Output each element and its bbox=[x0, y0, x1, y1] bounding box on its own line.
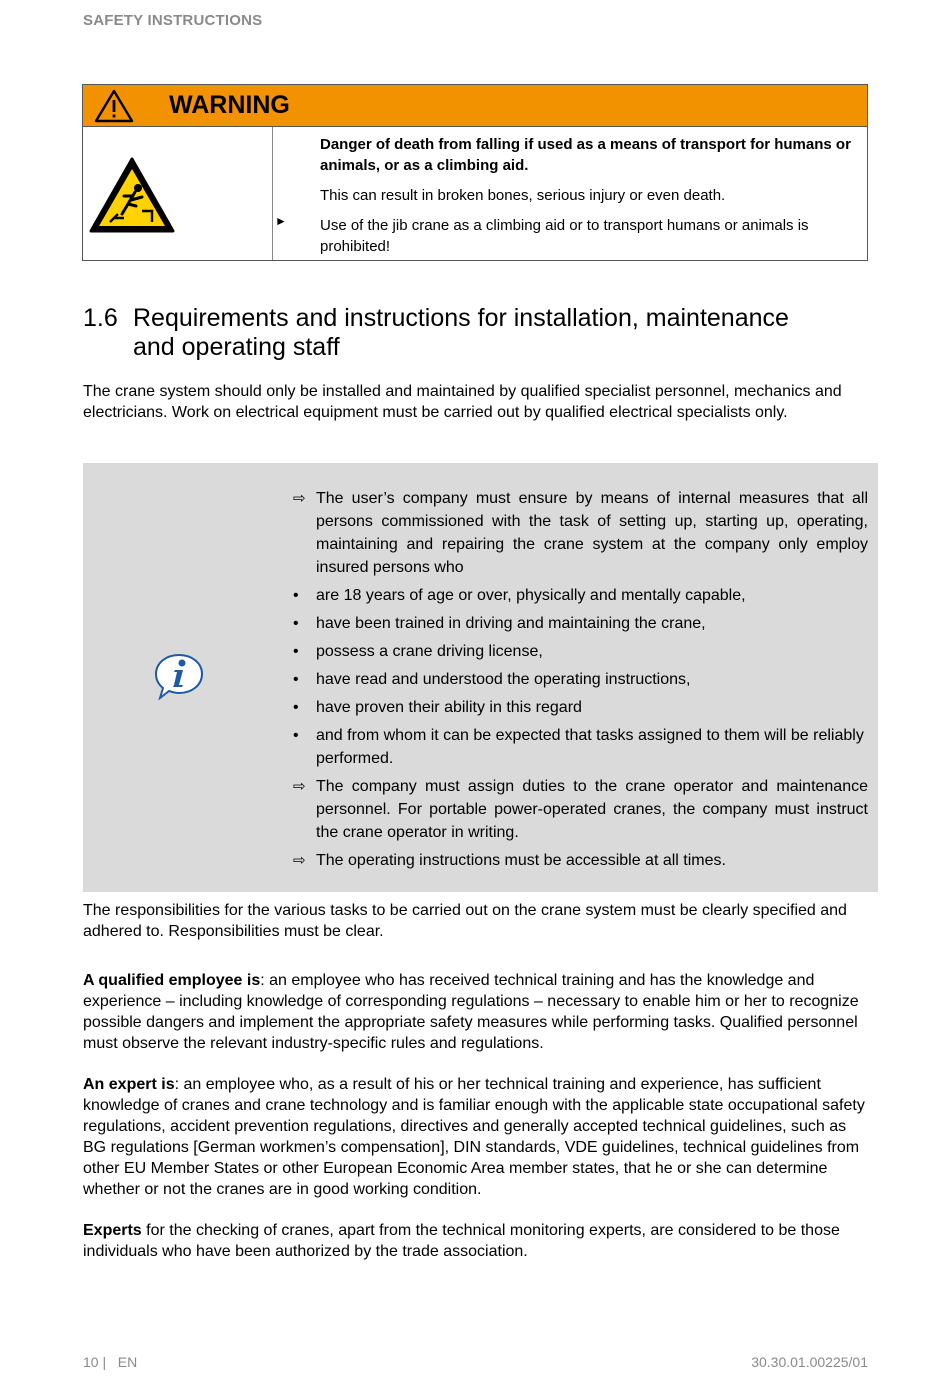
document-number: 30.30.01.00225/01 bbox=[751, 1354, 868, 1370]
list-item bbox=[293, 696, 868, 719]
info-item-text: The operating instructions must be accessible at all times. bbox=[316, 852, 726, 869]
list-item-text: possess a crane driving license, bbox=[316, 643, 543, 660]
info-item-text: The user’s company must ensure by means of internal measures that all persons commissioned with the task of setting up, starting up, operating, maintaining and repairing the crane system at the company only employ insured persons who bbox=[316, 490, 868, 576]
expert-paragraph bbox=[83, 1074, 873, 1200]
warning-heading: WARNING bbox=[169, 91, 290, 119]
language-code: EN bbox=[117, 1354, 138, 1370]
info-content bbox=[293, 487, 868, 877]
info-speech-bubble-icon bbox=[153, 652, 205, 700]
list-item bbox=[293, 612, 868, 635]
footer-page-info bbox=[83, 1354, 137, 1370]
list-item-text: have been trained in driving and maintaining the crane, bbox=[316, 615, 706, 632]
bullet-icon: • bbox=[293, 615, 299, 632]
list-item-text: have proven their ability in this regard bbox=[316, 699, 582, 716]
warning-symbol-cell bbox=[83, 127, 273, 260]
page-number: 10 | bbox=[83, 1354, 107, 1370]
intro-paragraph: The crane system should only be installed and maintained by qualified specialist personnel, mechanics and electricians. Work on electrical equipment must be carried out by qualified electrical specialists only. bbox=[83, 383, 842, 421]
warning-box bbox=[82, 84, 868, 261]
list-item bbox=[293, 724, 868, 770]
list-item bbox=[293, 584, 868, 607]
qualified-term: A qualified employee is bbox=[83, 972, 261, 989]
arrow-right-icon: ⇨ bbox=[293, 490, 306, 507]
warning-danger-title: Danger of death from falling if used as a means of transport for humans or animals, or as a climbing aid. bbox=[320, 136, 851, 174]
responsibilities-paragraph: The responsibilities for the various tasks to be carried out on the crane system must be clearly specified and adhered to. Responsibilities must be clear. bbox=[83, 902, 847, 940]
list-item bbox=[293, 640, 868, 663]
experts-paragraph bbox=[83, 1220, 873, 1262]
warning-text bbox=[320, 134, 860, 266]
qualified-employee-paragraph bbox=[83, 970, 873, 1054]
warning-triangle-icon bbox=[94, 88, 134, 124]
page-header: SAFETY INSTRUCTIONS bbox=[83, 12, 263, 29]
expert-definition: : an employee who, as a result of his or her technical training and experience, has sufficient knowledge of cranes and crane technology and is familiar enough with the applicable state occupational safety regulations, accident prevention regulations, directives and generally accepted technical guidelines, such as BG regulations [German workmen’s compensation], DIN standards, VDE guidelines, technical guidelines from other EU Member States or other European Economic Area member states, that he or she can determine whether or not the cranes are in good working condition. bbox=[83, 1076, 865, 1198]
info-item-duties bbox=[293, 775, 868, 844]
section-title: Requirements and instructions for installation, maintenance and operating staff bbox=[133, 304, 789, 361]
bullet-icon: • bbox=[293, 671, 299, 688]
list-item-text: have read and understood the operating instructions, bbox=[316, 671, 691, 688]
warning-prohibition: Use of the jib crane as a climbing aid or to transport humans or animals is prohibited! bbox=[320, 217, 809, 255]
info-item-accessible bbox=[293, 849, 868, 872]
qualified-definition: : an employee who has received technical training and has the knowledge and experience – including knowledge of corresponding regulations – necessary to enable him or her to recognize possible dangers and implement the appropriate safety measures while performing tasks. Qualified personnel must observe the relevant industry-specific rules and regulations. bbox=[83, 972, 859, 1052]
warning-arrow-icon: ► bbox=[275, 214, 287, 228]
expert-term: An expert is bbox=[83, 1076, 175, 1093]
list-item-text: are 18 years of age or over, physically and mentally capable, bbox=[316, 587, 746, 604]
info-box bbox=[83, 463, 878, 892]
bullet-icon: • bbox=[293, 699, 299, 716]
fall-hazard-icon bbox=[88, 156, 176, 234]
bullet-icon: • bbox=[293, 727, 299, 744]
arrow-right-icon: ⇨ bbox=[293, 852, 306, 869]
bullet-icon: • bbox=[293, 643, 299, 660]
section-number: 1.6 bbox=[83, 304, 118, 332]
experts-definition: for the checking of cranes, apart from the technical monitoring experts, are considered to be those individuals who have been authorized by the trade association. bbox=[83, 1222, 840, 1260]
warning-header bbox=[83, 85, 867, 127]
info-item-insured bbox=[293, 487, 868, 579]
list-item-text: and from whom it can be expected that tasks assigned to them will be reliably performed. bbox=[316, 727, 864, 767]
arrow-right-icon: ⇨ bbox=[293, 778, 306, 795]
warning-consequence: This can result in broken bones, serious injury or even death. bbox=[320, 187, 726, 204]
bullet-icon: • bbox=[293, 587, 299, 604]
info-item-text: The company must assign duties to the crane operator and maintenance personnel. For portable power-operated cranes, the company must instruct the crane operator in writing. bbox=[316, 778, 868, 841]
experts-term: Experts bbox=[83, 1222, 142, 1239]
list-item bbox=[293, 668, 868, 691]
